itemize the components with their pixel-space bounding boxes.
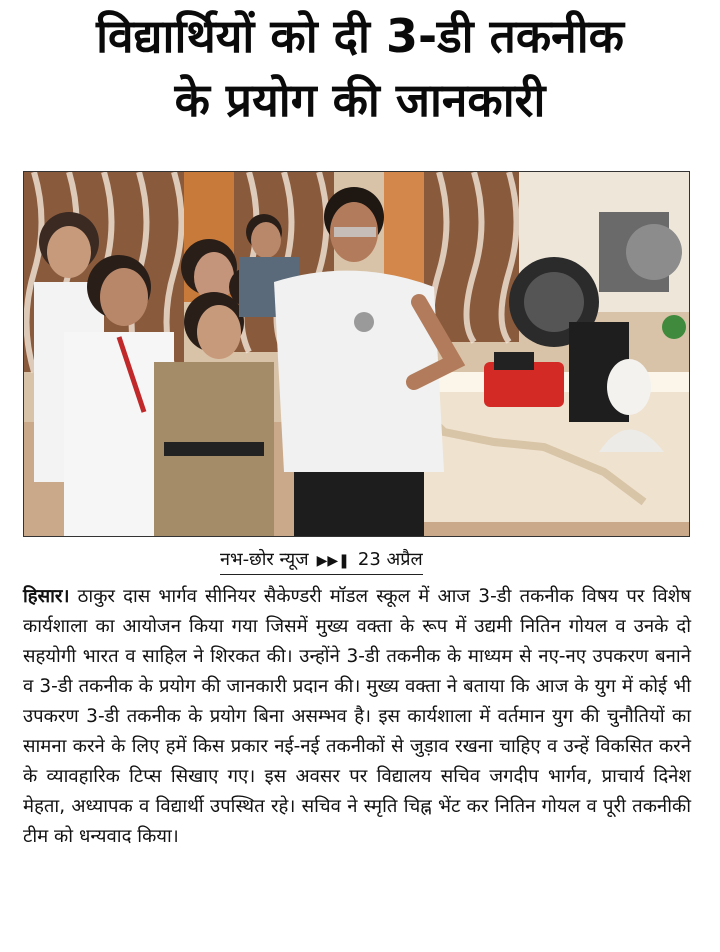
headline-line-1: विद्यार्थियों को दी 3-डी तकनीक [96, 9, 624, 63]
photo-illustration [24, 172, 689, 536]
news-date: 23 अप्रैल [357, 549, 423, 570]
headline-line-2: के प्रयोग की जानकारी [174, 73, 546, 127]
news-photo [23, 171, 690, 537]
news-source: नभ-छोर न्यूज [220, 549, 309, 570]
fast-forward-icon: ▶▶❚ [316, 553, 350, 569]
photo-credit [220, 546, 423, 575]
article-body [23, 582, 691, 852]
article-dateline: हिसार। [23, 586, 70, 607]
headline [0, 4, 720, 132]
article-text: ठाकुर दास भार्गव सीनियर सैकेण्डरी मॉडल स्कूल में आज 3-डी तकनीक विषय पर विशेष कार्यशाला का आयोजन किया गया जिसमें मुख्य वक्ता के रूप में उद्यमी नितिन गोयल व उनके दो सहयोगी भारत व साहिल ने शिरकत की। उन्होंने 3-डी तकनीक के माध्यम से नए-नए उपकरण बनाने व 3-डी तकनीक के प्रयोग की जानकारी प्रदान की। मुख्य वक्ता ने बताया कि आज के युग में कोई भी उपकरण 3-डी तकनीक के प्रयोग बिना असम्भव है। इस कार्यशाला में वर्तमान युग की चुनौतियों का सामना करने के लिए हमें किस प्रकार नई-नई तकनीकों से जुड़ाव रखना चाहिए व उन्हें विकसित करने के व्यावहारिक टिप्स सिखाए गए। इस अवसर पर विद्यालय सचिव जगदीप भार्गव, प्राचार्य दिनेश मेहता, अध्यापक व विद्यार्थी उपस्थित रहे। सचिव ने स्मृति चिह्न भेंट कर नितिन गोयल व पूरी तकनीकी टीम को धन्यवाद किया। [23, 586, 691, 847]
